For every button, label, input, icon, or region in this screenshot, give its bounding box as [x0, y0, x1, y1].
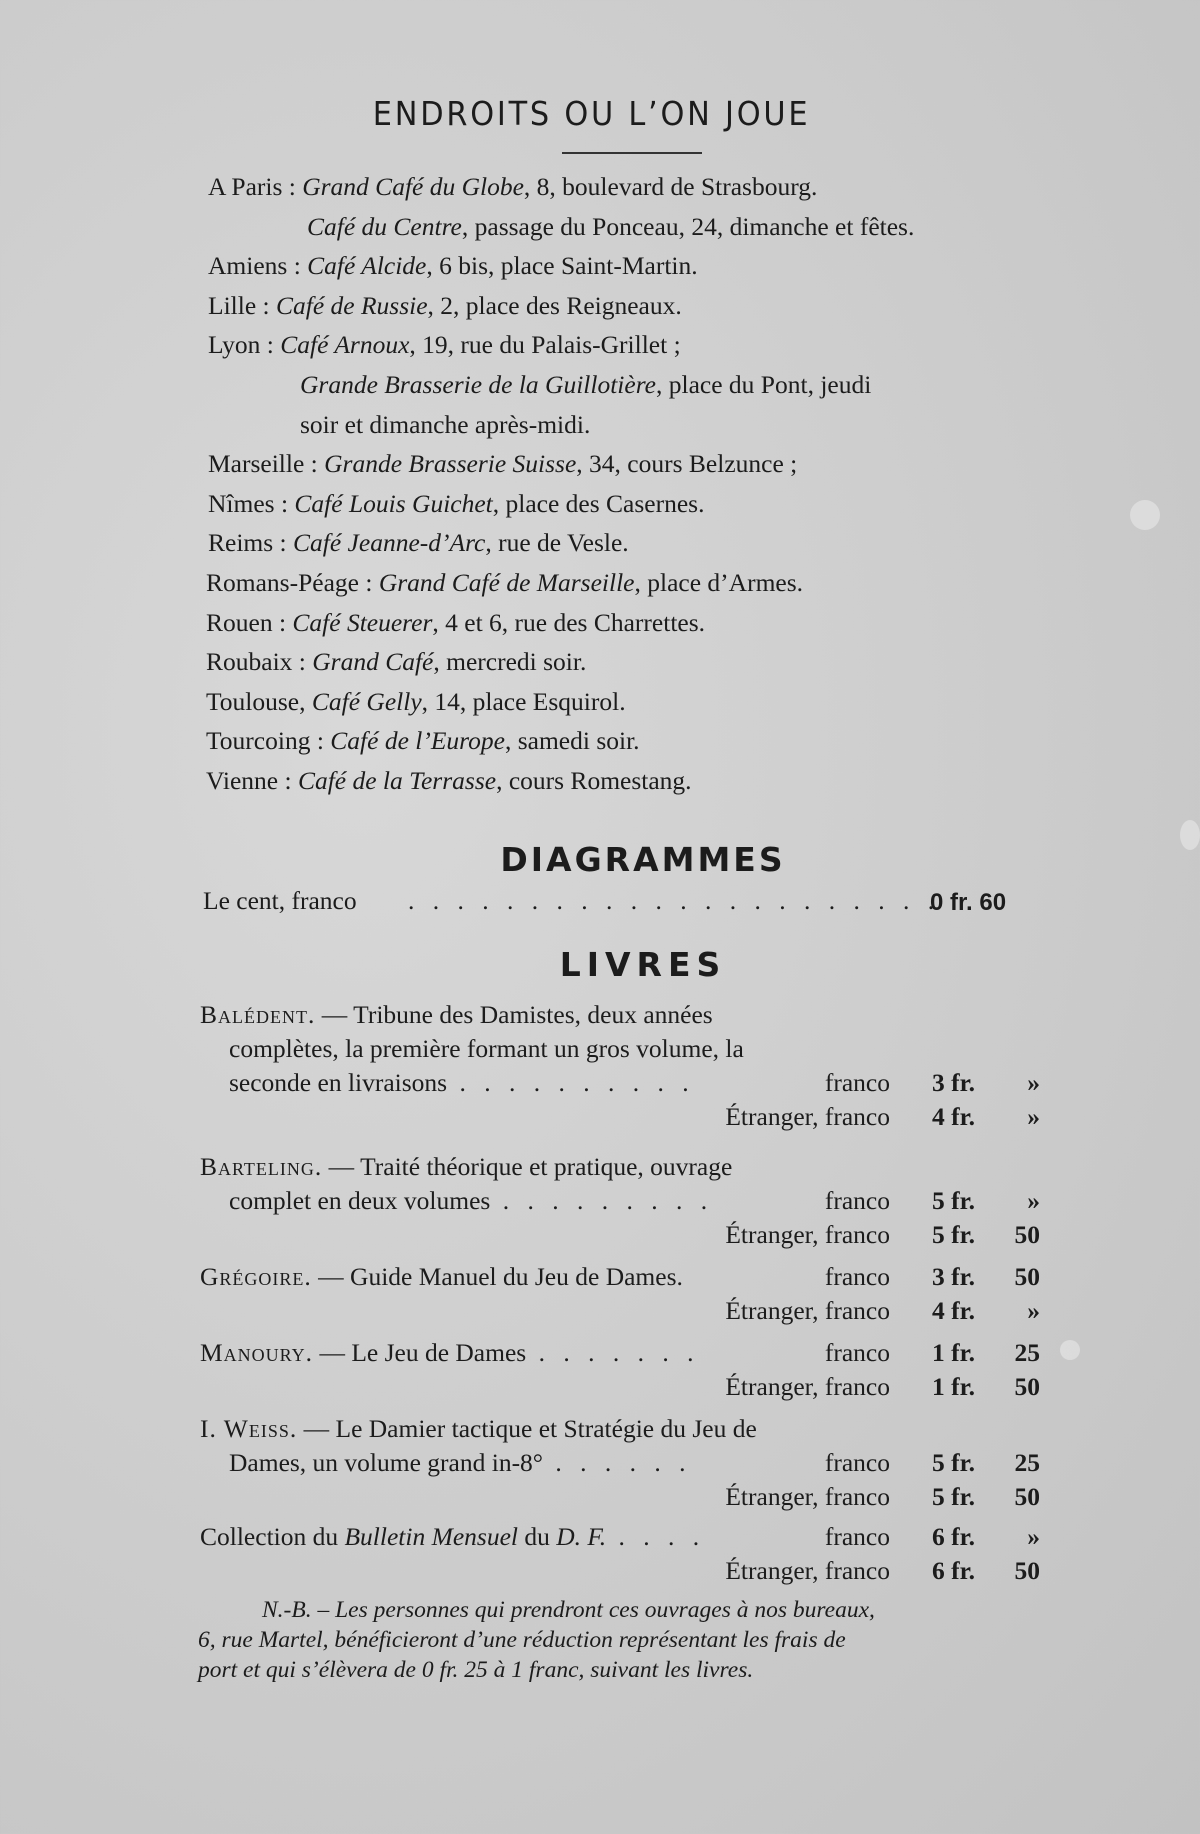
book-author: Grégoire. [200, 1262, 312, 1291]
venue-name: Grande Brasserie de la Guillotière [300, 370, 657, 399]
venue-address: , mercredi soir. [433, 647, 587, 677]
price-centimes: » [1027, 1068, 1040, 1097]
book-title: — Traité théorique et pratique, ouvrage [322, 1152, 733, 1181]
price-francs: 6 fr. [932, 1522, 975, 1551]
book-title: Collection du [200, 1522, 345, 1551]
venue-name: Café du Centre [307, 211, 462, 241]
price-francs: 5 fr. [932, 1186, 975, 1215]
book-title: Dames, un volume grand in-8° [229, 1448, 544, 1477]
price-centimes: 25 [1014, 1448, 1040, 1477]
book-text [229, 1034, 744, 1064]
venue-line [300, 410, 590, 440]
venue-line [208, 291, 682, 321]
venue-line [208, 172, 817, 202]
price-centimes: » [1027, 1102, 1040, 1131]
leader-dots: . . . . . . . . . . [447, 1068, 695, 1097]
price-francs: 6 fr. [932, 1556, 975, 1585]
price-centimes: 50 [1014, 1556, 1040, 1585]
price-francs: 4 fr. [932, 1102, 975, 1131]
footnote-line: N.-B. – Les personnes qui prendront ces ouvrages à nos bureaux, [262, 1597, 875, 1623]
book-title: — Tribune des Damistes, deux années [315, 1000, 713, 1029]
price-label: Étranger, franco [725, 1102, 890, 1131]
venue-address: , place d’Armes. [634, 568, 804, 597]
price-centimes: » [1027, 1186, 1040, 1215]
venue-line [206, 568, 803, 598]
book-text [200, 1522, 705, 1552]
section-heading-livres: LIVRES [559, 945, 727, 984]
price-label: Étranger, franco [725, 1482, 890, 1511]
venue-name: Café de Russie [275, 290, 428, 320]
price-centimes: 50 [1014, 1262, 1040, 1291]
book-author: Manoury. [200, 1338, 314, 1367]
venue-line [206, 608, 705, 638]
title-underline [562, 152, 702, 154]
footnote-line: port et qui s’élèvera de 0 fr. 25 à 1 franc, suivant les livres. [198, 1657, 754, 1683]
book-text [200, 1338, 699, 1368]
venue-city: Marseille : [208, 449, 325, 479]
price-centimes: » [1027, 1522, 1040, 1551]
price-label: franco [824, 1338, 890, 1367]
price-label: Étranger, franco [725, 1296, 890, 1325]
book-author: I. Weiss. [200, 1414, 298, 1443]
venue-city: Roubaix : [206, 647, 313, 677]
venue-city: Rouen : [206, 607, 293, 637]
book-title: — Le Damier tactique et Stratégie du Jeu de [297, 1414, 757, 1443]
venue-address: , 2, place des Reigneaux. [427, 290, 682, 320]
price-francs: 4 fr. [932, 1296, 975, 1325]
book-title: complet en deux volumes [229, 1186, 491, 1215]
price-francs: 5 fr. [932, 1220, 975, 1249]
venue-address: soir et dimanche après-midi. [300, 409, 591, 439]
price-centimes: 50 [1014, 1220, 1040, 1249]
price-francs: 3 fr. [932, 1068, 975, 1097]
price-francs: 3 fr. [932, 1262, 975, 1291]
book-text [200, 1414, 757, 1444]
venue-name: Café Jeanne-d’Arc [293, 528, 486, 558]
page-title: ENDROITS OU L’ON JOUE [372, 94, 811, 133]
venue-address: , rue de Vesle. [485, 528, 629, 558]
venue-address: , 4 et 6, rue des Charrettes. [432, 607, 706, 637]
venue-city: Reims : [208, 528, 294, 558]
venue-line [208, 449, 797, 479]
venue-city: Lyon : [208, 330, 281, 360]
price-francs: 1 fr. [932, 1372, 975, 1401]
venue-line [208, 330, 681, 360]
leader-dots: . . . . . . [543, 1448, 692, 1477]
price-label: franco [824, 1522, 890, 1551]
book-author: Barteling. [200, 1152, 323, 1181]
book-text [229, 1068, 695, 1098]
diagrammes-leader: . . . . . . . . . . . . . . . . . . . . . . [408, 886, 941, 915]
book-text [200, 1152, 732, 1182]
venue-name: Café Alcide [307, 251, 427, 281]
leader-dots: . . . . . . . . . [490, 1186, 714, 1215]
price-label: franco [824, 1068, 890, 1097]
book-text [229, 1186, 713, 1216]
venue-name: Café de l’Europe [330, 726, 505, 756]
venue-line [208, 489, 704, 519]
price-label: Étranger, franco [725, 1556, 890, 1585]
venue-city: A Paris : [208, 172, 303, 201]
venue-address: , samedi soir. [504, 726, 640, 756]
footnote-line: 6, rue Martel, bénéficieront d’une réduction représentant les frais de [198, 1627, 846, 1653]
venue-line [206, 647, 586, 677]
price-francs: 5 fr. [932, 1482, 975, 1511]
price-label: franco [824, 1262, 890, 1291]
venue-line [208, 251, 698, 281]
venue-line [307, 212, 914, 242]
venue-city: Vienne : [206, 766, 298, 795]
price-francs: 5 fr. [932, 1448, 975, 1477]
venue-name: Café Arnoux [280, 330, 410, 360]
diagrammes-label: Le cent, franco [203, 886, 357, 915]
price-francs: 1 fr. [932, 1338, 975, 1367]
venue-line [208, 528, 629, 558]
venue-name: Café Gelly [311, 686, 422, 716]
venue-address: , place du Pont, jeudi [656, 370, 872, 399]
price-centimes: 50 [1014, 1482, 1040, 1511]
venue-name: Café Louis Guichet [294, 488, 493, 518]
venue-name: Grande Brasserie Suisse [324, 449, 577, 479]
book-title: complètes, la première formant un gros volume, la [229, 1034, 744, 1063]
book-text [200, 1262, 683, 1292]
venue-name: Café Steuerer [292, 607, 433, 637]
section-heading-diagrammes: DIAGRAMMES [500, 840, 786, 879]
venue-city: Nîmes : [208, 488, 295, 518]
book-title-italic: Bulletin Mensuel [344, 1522, 518, 1551]
book-title-italic: D. F. [556, 1522, 607, 1551]
price-centimes: » [1027, 1296, 1040, 1325]
price-centimes: 50 [1014, 1372, 1040, 1401]
book-author: Balédent. [200, 1000, 316, 1029]
venue-line [206, 726, 640, 756]
book-text [200, 1000, 713, 1030]
price-label: Étranger, franco [725, 1220, 890, 1249]
price-label: Étranger, franco [725, 1372, 890, 1401]
leader-dots: . . . . [606, 1522, 706, 1551]
venue-line [206, 766, 692, 796]
venue-city: Toulouse, [206, 686, 312, 716]
venue-name: Café de la Terrasse [297, 766, 497, 795]
venue-address: , 14, place Esquirol. [421, 686, 626, 716]
venue-address: , 19, rue du Palais-Grillet ; [409, 330, 681, 360]
book-title: du [517, 1522, 557, 1551]
venue-name: Grand Café [312, 647, 434, 677]
venue-city: Tourcoing : [206, 726, 331, 756]
venue-line [206, 687, 626, 717]
venue-city: Lille : [208, 290, 276, 320]
price-label: franco [824, 1448, 890, 1477]
diagrammes-price: 0 fr. 60 [930, 889, 1007, 916]
venue-address: , passage du Ponceau, 24, dimanche et fêtes. [461, 211, 915, 241]
venue-name: Grand Café de Marseille [378, 568, 635, 597]
venue-address: , 6 bis, place Saint-Martin. [426, 251, 698, 281]
venue-address: , 8, boulevard de Strasbourg. [523, 172, 818, 201]
leader-dots: . . . . . . . [526, 1338, 700, 1367]
venue-city: Romans-Péage : [206, 568, 379, 597]
book-text [229, 1448, 692, 1478]
book-title: — Guide Manuel du Jeu de Dames. [311, 1262, 683, 1291]
price-centimes: 25 [1014, 1338, 1040, 1367]
venue-name: Grand Café du Globe [302, 172, 524, 201]
venue-address: , 34, cours Belzunce ; [576, 449, 798, 479]
book-title: seconde en livraisons [229, 1068, 448, 1097]
price-label: franco [824, 1186, 890, 1215]
venue-address: , place des Casernes. [492, 488, 705, 518]
venue-address: , cours Romestang. [496, 766, 692, 795]
venue-city: Amiens : [208, 251, 308, 281]
book-title: — Le Jeu de Dames [313, 1338, 527, 1367]
venue-line [300, 370, 871, 400]
